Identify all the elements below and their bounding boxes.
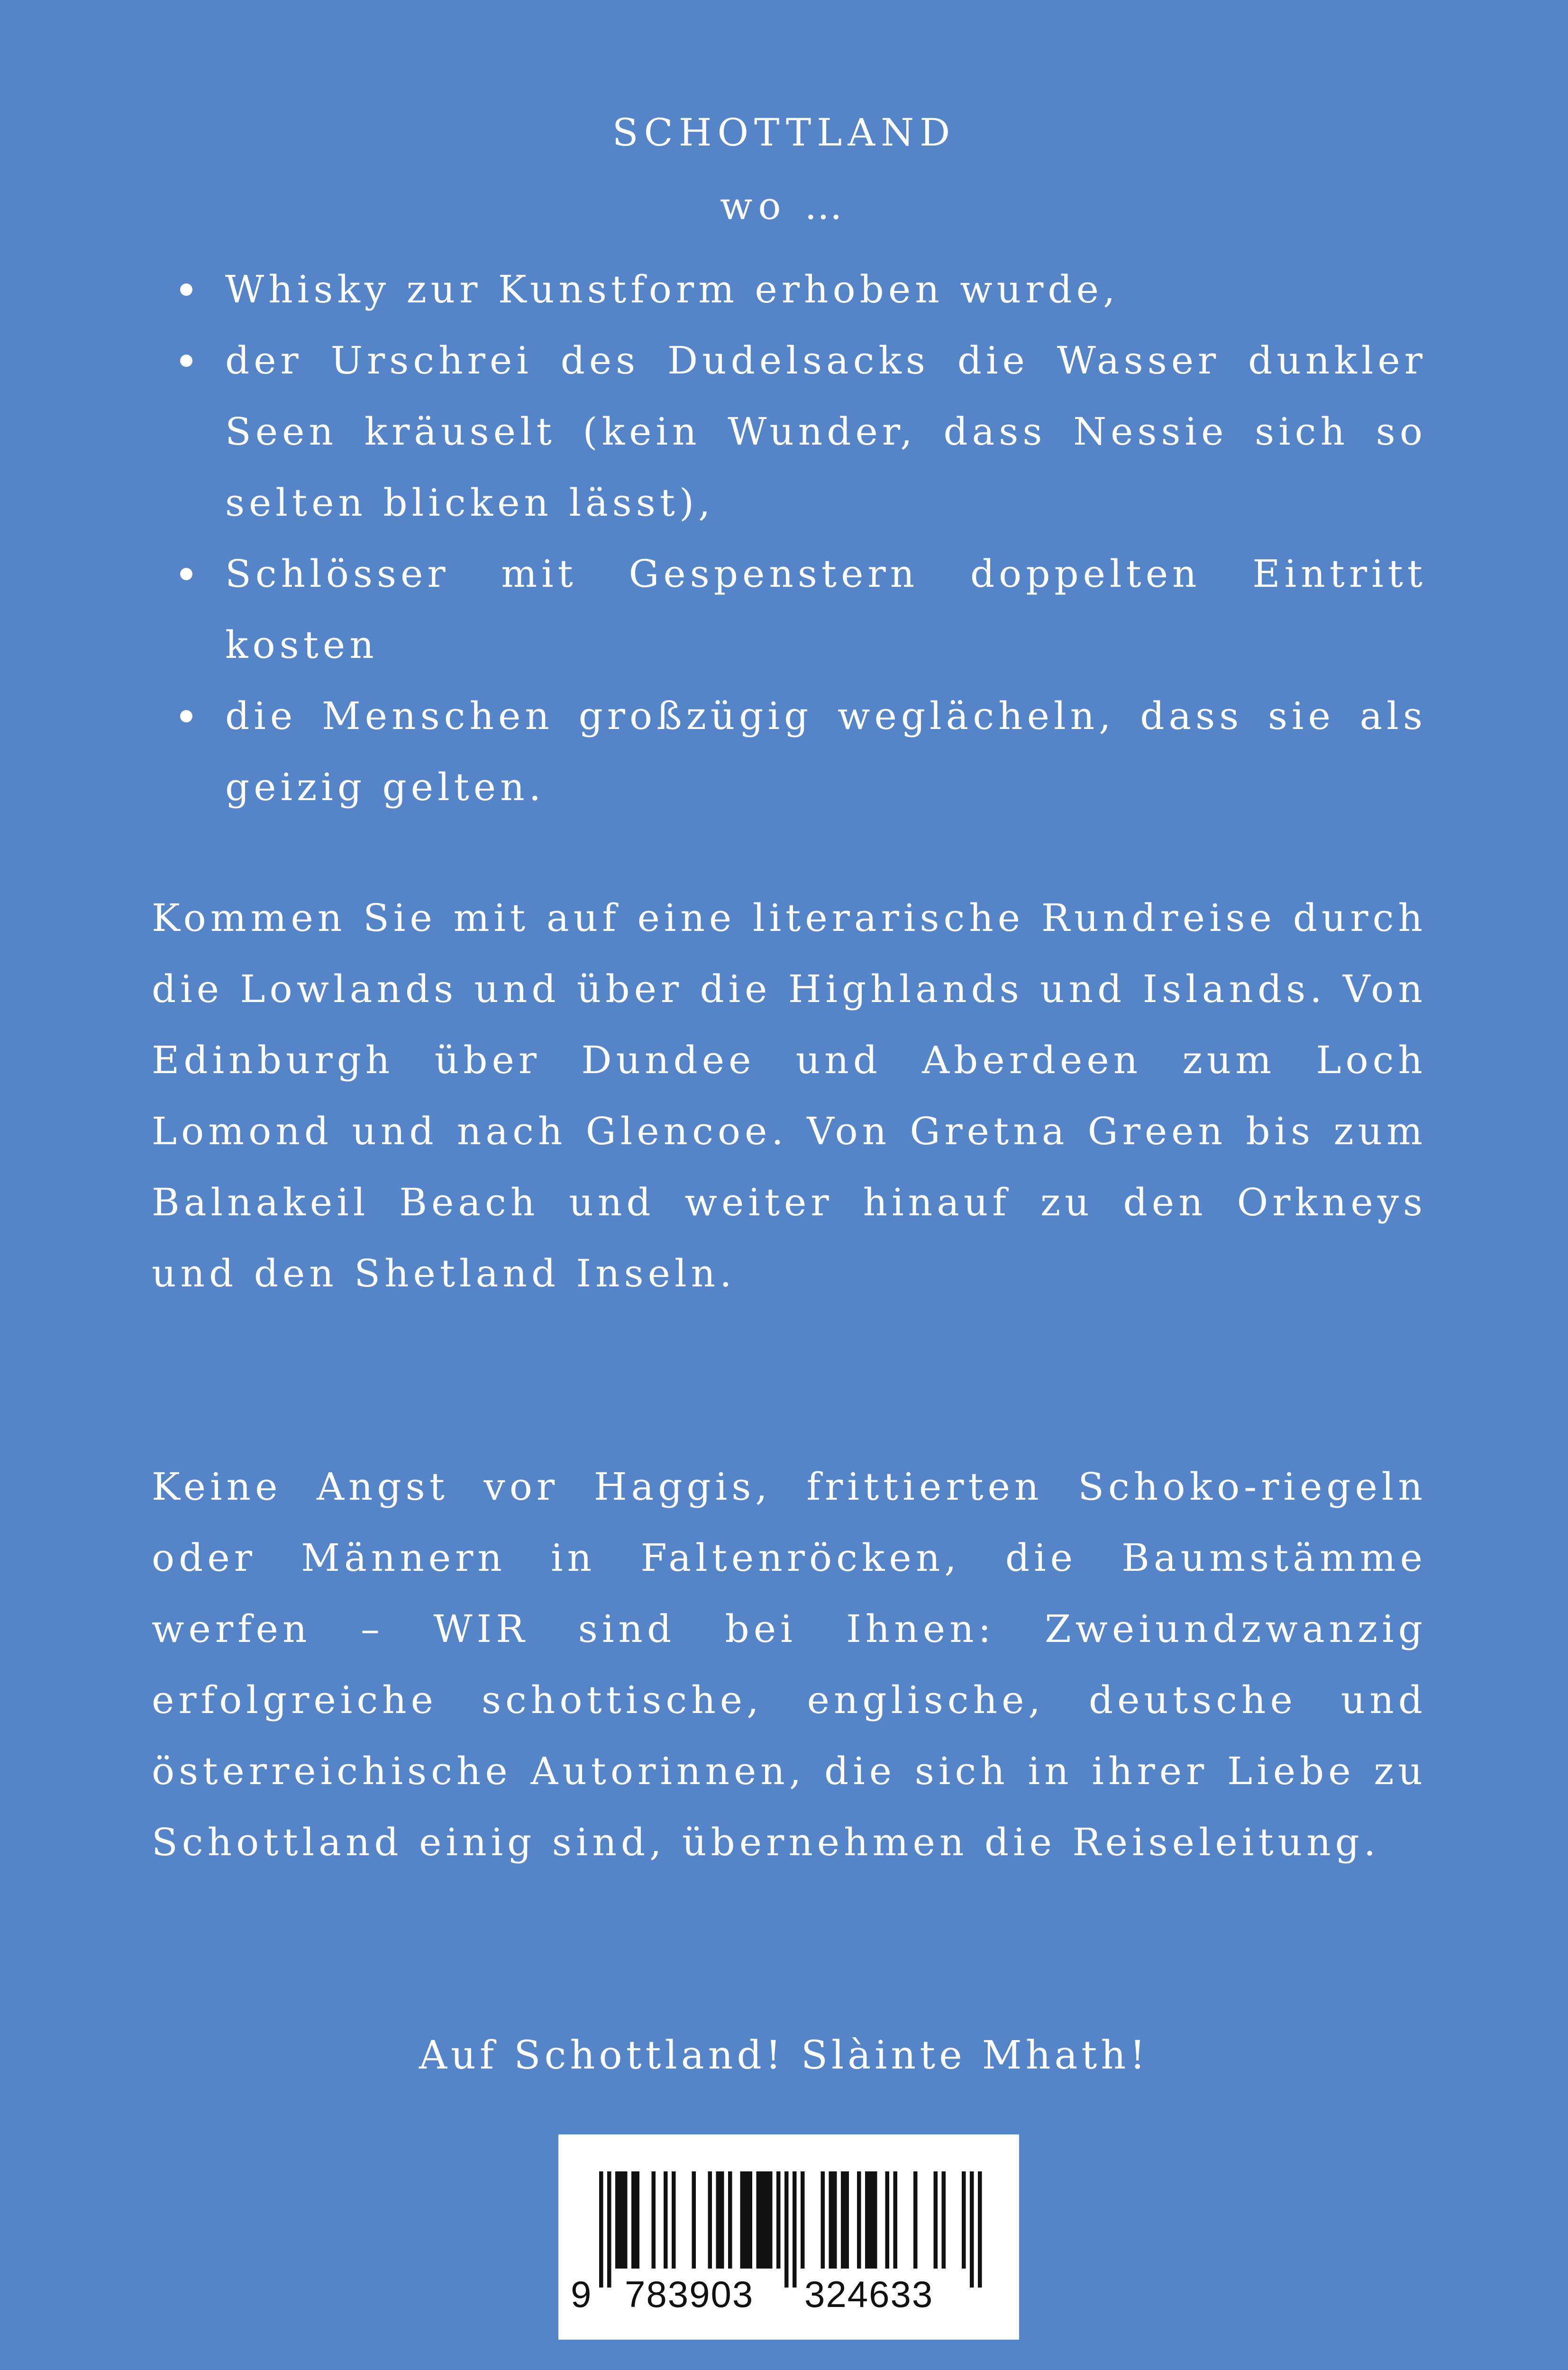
bullet-dot: [180, 568, 192, 580]
barcode-guard-bar: [978, 2171, 982, 2288]
description-paragraph-journey: Kommen Sie mit auf eine literarische Rundreise durch die Lowlands und über die Highlands und Islands. Von Edinburgh über Dundee und Aberdeen zum Loch Lomond und nach Glencoe. Von Gretna Green bis zum Balnakeil Beach und weiter hinauf zu den Orkneys und den Shetland Inseln.: [152, 896, 1427, 1295]
list-item: [152, 681, 1427, 823]
barcode-bar: [857, 2171, 861, 2269]
barcode-bar: [942, 2171, 946, 2269]
bullet-dot: [180, 710, 192, 722]
barcode-bar: [869, 2171, 874, 2269]
barcode-bar: [934, 2171, 938, 2269]
barcode-bar: [821, 2171, 825, 2269]
barcode-bar: [728, 2171, 732, 2269]
cover-subtitle: wo …: [720, 184, 848, 228]
barcode-bar: [620, 2171, 624, 2269]
list-item: [152, 325, 1427, 538]
barcode-bar: [768, 2171, 773, 2269]
closing-toast: Auf Schottland! Slàinte Mhath!: [419, 2033, 1149, 2078]
barcode-bar: [716, 2171, 720, 2269]
barcode-bar: [672, 2171, 676, 2269]
barcode-bar: [885, 2171, 890, 2269]
barcode-bar: [652, 2171, 656, 2269]
list-item: [152, 254, 1427, 325]
barcode-bar: [740, 2171, 745, 2269]
barcode-bar: [760, 2171, 765, 2269]
barcode-guard-bar: [784, 2171, 789, 2288]
barcode-bar: [962, 2171, 966, 2269]
description-paragraph-authors: Keine Angst vor Haggis, frittierten Schoko-riegeln oder Männern in Faltenröcken, die Baumstämme werfen – WIR sind bei Ihnen: Zweiundzwanzig erfolgreiche schottische, englische, deutsche und österreichische Autorinnen, die sich in ihrer Liebe zu Schottland einig sind, übernehmen die Reiseleitung.: [152, 1465, 1427, 1864]
barcode-bar: [801, 2171, 805, 2269]
barcode-bar: [631, 2171, 636, 2269]
isbn-right-group: 324633: [804, 2273, 934, 2315]
barcode-bar: [845, 2171, 849, 2269]
feature-list: [152, 254, 1427, 823]
cover-title: SCHOTTLAND: [612, 110, 956, 155]
isbn-first-digit: 9: [571, 2273, 593, 2315]
bullet-dot: [180, 355, 192, 367]
barcode-bar: [873, 2171, 877, 2269]
barcode-bar: [841, 2171, 845, 2269]
barcode-bar: [720, 2171, 724, 2269]
list-item: [152, 538, 1427, 681]
list-item-text: die Menschen großzügig weglächeln, dass sie als geizig gelten.: [225, 694, 1427, 809]
barcode-bar: [636, 2171, 640, 2269]
barcode-bar: [757, 2171, 761, 2269]
list-item-text: Whisky zur Kunstform erhoben wurde,: [225, 267, 1120, 311]
isbn-barcode: [558, 2134, 1019, 2340]
list-item-text: der Urschrei des Dudelsacks die Wasser dunkler Seen kräuselt (kein Wunder, dass Nessie sich so selten blicken lässt),: [225, 338, 1427, 525]
barcode-bar: [623, 2171, 628, 2269]
barcode-bar: [692, 2171, 696, 2269]
barcode-bar: [748, 2171, 753, 2269]
barcode-bar: [833, 2171, 837, 2269]
barcode-bar: [744, 2171, 748, 2269]
barcode-bar: [664, 2171, 668, 2269]
barcode-guard-bar: [970, 2171, 974, 2288]
list-item-text: Schlösser mit Gespenstern doppelten Eintritt kosten: [225, 552, 1427, 667]
barcode-guard-bar: [607, 2171, 611, 2288]
barcode-bar: [615, 2171, 620, 2269]
barcode-bar: [913, 2171, 918, 2269]
bullet-dot: [180, 283, 192, 296]
barcode-bar: [829, 2171, 833, 2269]
barcode-bar: [776, 2171, 781, 2269]
barcode-bar: [893, 2171, 898, 2269]
barcode-guard-bar: [793, 2171, 797, 2288]
isbn-left-group: 783903: [625, 2273, 754, 2315]
barcode-bar: [865, 2171, 869, 2269]
barcode-bar: [765, 2171, 769, 2269]
barcode-guard-bar: [599, 2171, 603, 2288]
barcode-bar: [708, 2171, 712, 2269]
